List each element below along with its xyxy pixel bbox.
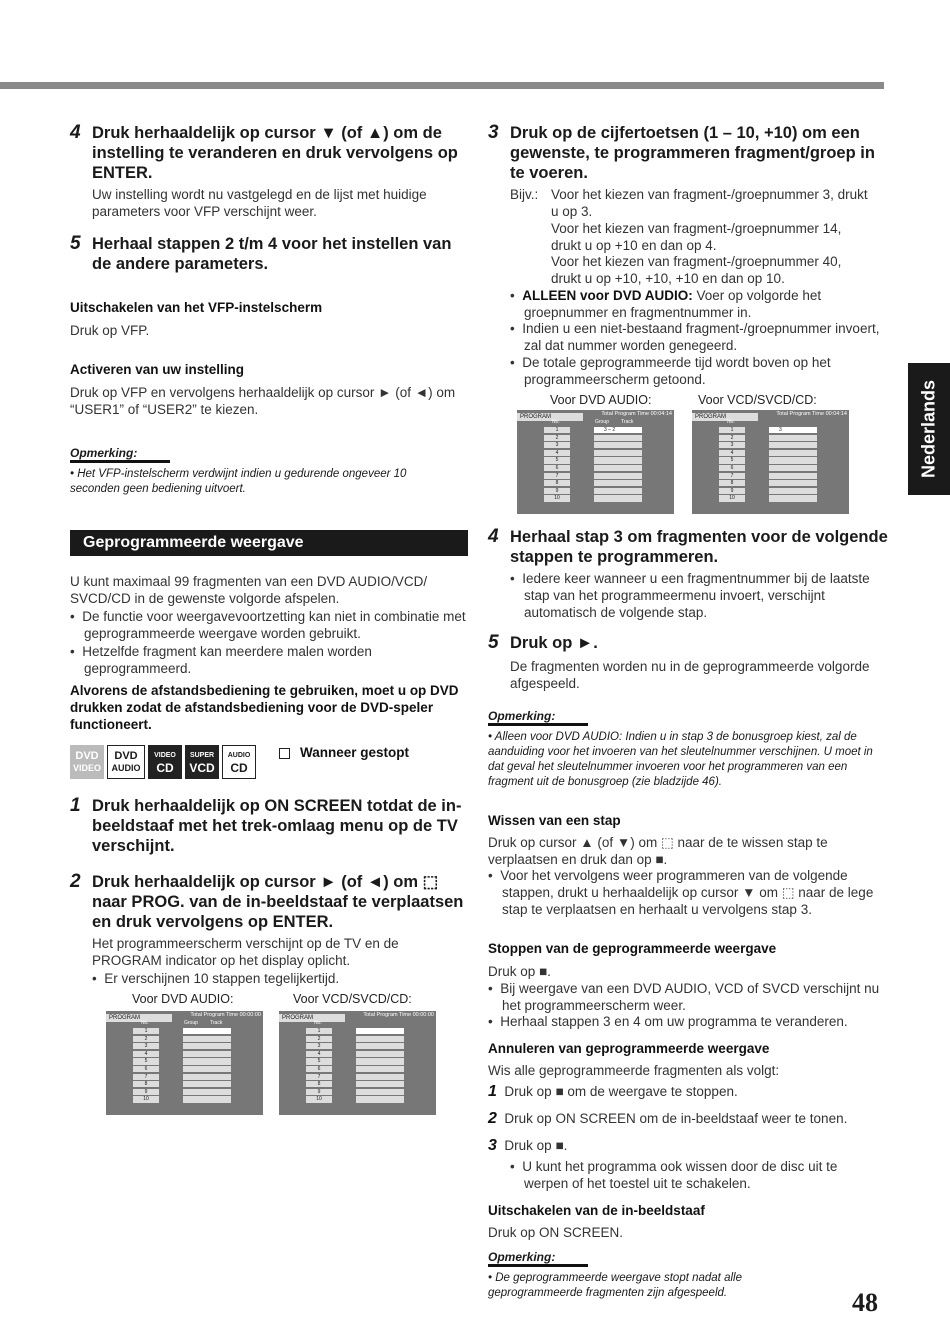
screen-row-number: 4	[719, 450, 745, 456]
activeren-body: Druk op VFP en vervolgens herhaaldelijk op cursor ► (of ◄) om “USER1” of “USER2” te kiezen.	[70, 385, 456, 417]
caption-dvd-audio-left: Voor DVD AUDIO:	[132, 992, 234, 1006]
screen-row	[133, 1096, 263, 1104]
screen-row-number: 8	[133, 1081, 159, 1087]
program-screen-vcd-filled	[692, 410, 849, 514]
screen-row-number: 1	[544, 427, 570, 433]
annuleren-bullet: • U kunt het programma ook wissen door de disc uit te werpen of het toestel uit te schakelen.	[510, 1159, 838, 1191]
screen-row-value	[769, 435, 817, 441]
screen-row-value	[183, 1081, 231, 1087]
screen-row	[306, 1089, 436, 1097]
remote-note: Alvorens de afstandsbediening te gebruiken, moet u op DVD drukken zodat de afstandsbediening voor de DVD-speler functioneert.	[70, 683, 459, 732]
screen-row	[719, 473, 849, 481]
screen-row-value	[594, 450, 642, 456]
screen-row	[544, 450, 674, 458]
section-bullet-1: • De functie voor weergavevoortzetting kan niet in combinatie met geprogrammeerde weergave worden gebruikt.	[70, 609, 466, 641]
screen-row-number: 1	[719, 427, 745, 433]
screen-row-value	[594, 488, 642, 494]
screen-col-group: Group	[184, 1020, 198, 1026]
program-screen-dvd-empty	[106, 1011, 263, 1115]
screen-row	[719, 480, 849, 488]
page-number: 48	[852, 1288, 878, 1317]
screen-row-value	[594, 442, 642, 448]
screen-row	[544, 480, 674, 488]
note-rule-right-1	[488, 723, 588, 726]
note-rule-right-2	[488, 1264, 588, 1267]
screen-row-number: 8	[306, 1081, 332, 1087]
screen-row-number: 1	[133, 1028, 159, 1034]
screen-col-no: No.	[552, 419, 560, 425]
screen-row-value	[769, 495, 817, 501]
screen-row-number: 10	[133, 1096, 159, 1102]
screen-row	[719, 495, 849, 503]
logo-dvd-video: DVD VIDEO	[70, 745, 104, 779]
wissen-bullet: • Voor het vervolgens weer programmeren van de volgende stappen, drukt u herhaaldelijk op cursor ▼ om ⬚ naar de lege stap te verplaatsen en herhaalt u vervolgens stap 3.	[488, 868, 874, 917]
screen-row	[133, 1081, 263, 1089]
screen-row	[719, 488, 849, 496]
screen-row	[544, 465, 674, 473]
screen-row-value	[594, 435, 642, 441]
top-rule	[0, 82, 884, 89]
annuleren-step-2: 2 Druk op ON SCREEN om de in-beeldstaaf weer te tonen.	[488, 1110, 848, 1127]
screen-row-number: 7	[133, 1074, 159, 1080]
example-line-2: Voor het kiezen van fragment-/groepnummer 14, drukt u op +10 en dan op 4.	[551, 221, 842, 253]
stoppen-bullet-2: • Herhaal stappen 3 en 4 om uw programma te veranderen.	[488, 1014, 848, 1029]
screen-row-value	[356, 1081, 404, 1087]
screen-row-value	[183, 1066, 231, 1072]
screen-row-number: 9	[544, 488, 570, 494]
screen-row-number: 10	[719, 495, 745, 501]
screen-row-number: 9	[306, 1089, 332, 1095]
subhead-uitschakelen-vfp: Uitschakelen van het VFP-instelscherm	[70, 300, 323, 315]
screen-row-value	[183, 1028, 231, 1034]
screen-row-value	[356, 1028, 404, 1034]
screen-row-number: 6	[306, 1066, 332, 1072]
screen-col-no: No.	[314, 1020, 322, 1026]
screen-row	[544, 427, 674, 435]
screen-row-number: 2	[544, 435, 570, 441]
screen-row	[544, 442, 674, 450]
example-line-1: Voor het kiezen van fragment-/groepnummer 3, drukt u op 3.	[551, 187, 868, 219]
screen-row-value	[356, 1043, 404, 1049]
screen-program-label: PROGRAM	[692, 413, 758, 421]
screen-row-value	[769, 488, 817, 494]
note-text-left: • Het VFP-instelscherm verdwijnt indien u gedurende ongeveer 10 seconden geen bediening uitvoert.	[70, 468, 407, 495]
screen-row-number: 1	[306, 1028, 332, 1034]
screen-row	[306, 1043, 436, 1051]
screen-row-number: 5	[544, 457, 570, 463]
screen-row-value	[183, 1096, 231, 1102]
screen-row-value	[356, 1074, 404, 1080]
screen-row-number: 7	[544, 473, 570, 479]
screen-row	[133, 1089, 263, 1097]
screen-row-number: 10	[544, 495, 570, 501]
right-bullet-1: • ALLEEN voor DVD AUDIO: Voer op volgorde het groepnummer en fragmentnummer in.	[510, 288, 822, 320]
caption-vcd-left: Voor VCD/SVCD/CD:	[293, 992, 412, 1006]
screen-row-number: 3	[133, 1043, 159, 1049]
screen-row-value	[183, 1089, 231, 1095]
screen-row-number: 7	[306, 1074, 332, 1080]
screen-row-number: 2	[719, 435, 745, 441]
screen-row	[306, 1028, 436, 1036]
screen-row	[719, 450, 849, 458]
screen-row	[544, 495, 674, 503]
screen-row-number: 4	[544, 450, 570, 456]
screen-row-number: 3	[719, 442, 745, 448]
screen-row-number: 4	[306, 1051, 332, 1057]
screen-total-time: Total Program Time 00:04:14	[601, 411, 672, 417]
screen-row-number: 9	[719, 488, 745, 494]
screen-row-value	[356, 1058, 404, 1064]
screen-row-number: 6	[544, 465, 570, 471]
screen-row-number: 8	[719, 480, 745, 486]
screen-row-value	[183, 1036, 231, 1042]
screen-row-value	[356, 1066, 404, 1072]
caption-vcd-right: Voor VCD/SVCD/CD:	[698, 393, 817, 407]
screen-row-number: 3	[544, 442, 570, 448]
screen-row-number: 8	[544, 480, 570, 486]
screen-col-track: Track	[210, 1020, 223, 1026]
screen-row-number: 4	[133, 1051, 159, 1057]
note-title-right-2: Opmerking:	[488, 1250, 556, 1264]
screen-row	[133, 1066, 263, 1074]
logo-dvd-audio: DVD AUDIO	[107, 745, 145, 779]
screen-row-number: 6	[719, 465, 745, 471]
step-2-body: Het programmeerscherm verschijnt op de TV en de PROGRAM indicator op het display oplicht.	[92, 936, 399, 968]
screen-row	[133, 1051, 263, 1059]
screen-row-value	[356, 1036, 404, 1042]
screen-row-value	[356, 1089, 404, 1095]
screen-row-value	[769, 457, 817, 463]
when-stopped: Wanneer gestopt	[300, 745, 410, 760]
wissen-body: Druk op cursor ▲ (of ▼) om ⬚ naar de te wissen stap te verplaatsen en druk dan op ■.	[488, 835, 828, 867]
subhead-annuleren: Annuleren van geprogrammeerde weergave	[488, 1041, 770, 1056]
uitschakelen-vfp-body: Druk op VFP.	[70, 323, 150, 338]
section-title: Geprogrammeerde weergave	[70, 530, 468, 556]
screen-row-value	[183, 1058, 231, 1064]
screen-row-value	[769, 473, 817, 479]
uitschakelen-beeldstaaf-body: Druk op ON SCREEN.	[488, 1225, 624, 1240]
screen-row-value	[594, 457, 642, 463]
step-4-right-bullet: • Iedere keer wanneer u een fragmentnummer bij de laatste stap van het programmeermenu invoert, verschijnt automatisch de volgende stap.	[510, 571, 870, 620]
screen-row-value	[183, 1043, 231, 1049]
example-line-3: Voor het kiezen van fragment-/groepnummer 40, drukt u op +10, +10, +10 en dan op 10.	[551, 254, 842, 286]
screen-row-value	[769, 480, 817, 486]
screen-col-no: No.	[141, 1020, 149, 1026]
screen-row	[306, 1051, 436, 1059]
screen-row-value	[594, 495, 642, 501]
screen-row-value: 3 – 2	[594, 427, 642, 433]
caption-dvd-audio-right: Voor DVD AUDIO:	[550, 393, 652, 407]
logo-video-cd: VIDEO CD	[148, 745, 182, 779]
screen-row	[719, 427, 849, 435]
screen-total-time: Total Program Time 00:00:00	[363, 1012, 434, 1018]
step-2-left: 2 Druk herhaaldelijk op cursor ► (of ◄) om ⬚ naar PROG. van de in-beeldstaaf te verplaatsen en druk vervolgens op ENTER.	[70, 871, 464, 931]
screen-row-value	[769, 465, 817, 471]
step-4-right: 4 Herhaal stap 3 om fragmenten voor de volgende stappen te programmeren.	[488, 526, 888, 566]
screen-row	[306, 1036, 436, 1044]
screen-row-value	[183, 1074, 231, 1080]
screen-row-value	[356, 1051, 404, 1057]
screen-row-value	[769, 450, 817, 456]
screen-row	[306, 1058, 436, 1066]
step-5-right: 5 Druk op ►.	[488, 632, 598, 653]
screen-row	[544, 435, 674, 443]
screen-row	[306, 1066, 436, 1074]
screen-row	[719, 465, 849, 473]
screen-row	[306, 1081, 436, 1089]
subhead-stoppen: Stoppen van de geprogrammeerde weergave	[488, 941, 777, 956]
note-title-left: Opmerking:	[70, 446, 138, 460]
step-5-right-body: De fragmenten worden nu in de geprogrammeerde volgorde afgespeeld.	[510, 659, 870, 691]
screen-row-number: 2	[306, 1036, 332, 1042]
screen-row-number: 5	[133, 1058, 159, 1064]
screen-row-value: 3	[769, 427, 817, 433]
checkbox-icon	[279, 748, 290, 759]
note-text-right-2: • De geprogrammeerde weergave stopt nadat alle geprogrammeerde fragmenten zijn afgespeeld.	[488, 1272, 742, 1299]
screen-row-value	[769, 442, 817, 448]
stoppen-body: Druk op ■.	[488, 964, 551, 979]
stoppen-bullet-1: • Bij weergave van een DVD AUDIO, VCD of SVCD verschijnt nu het programmeerscherm weer.	[488, 981, 880, 1013]
subhead-activeren: Activeren van uw instelling	[70, 362, 245, 377]
screen-row	[133, 1036, 263, 1044]
note-text-right-1: • Alleen voor DVD AUDIO: Indien u in stap 3 de bonusgroep kiest, zal de aanduiding voor het invoeren van het sleutelnummer verschijnen. U moet in dat geval het sleutelnummer invoeren voor het programmeren van een fragment uit de bonusgroep (zie bladzijde 46).	[488, 731, 873, 788]
right-bullet-3: • De totale geprogrammeerde tijd wordt boven op het programmeerscherm getoond.	[510, 355, 831, 387]
note-rule-left	[70, 460, 170, 463]
screen-row-value	[594, 465, 642, 471]
screen-col-track: Track	[621, 419, 634, 425]
screen-row	[719, 435, 849, 443]
screen-row	[133, 1058, 263, 1066]
screen-row-number: 3	[306, 1043, 332, 1049]
step-2-bullet: • Er verschijnen 10 stappen tegelijkertijd.	[92, 971, 340, 986]
disc-logos	[70, 745, 256, 779]
step-1-left: 1 Druk herhaaldelijk op ON SCREEN totdat de in-beeldstaaf met het trek-omlaag menu op de TV verschijnt.	[70, 795, 462, 855]
section-intro: U kunt maximaal 99 fragmenten van een DVD AUDIO/VCD/ SVCD/CD in de gewenste volgorde afspelen.	[70, 574, 428, 606]
screen-total-time: Total Program Time 00:04:14	[776, 411, 847, 417]
annuleren-body: Wis alle geprogrammeerde fragmenten als volgt:	[488, 1063, 780, 1078]
screen-row-value	[183, 1051, 231, 1057]
note-title-right-1: Opmerking:	[488, 709, 556, 723]
step-4-left: 4 Druk herhaaldelijk op cursor ▼ (of ▲) om de instelling te veranderen en druk vervolgens op ENTER.	[70, 122, 458, 182]
annuleren-step-1: 1 Druk op ■ om de weergave te stoppen.	[488, 1083, 738, 1100]
right-bullet-2: • Indien u een niet-bestaand fragment-/groepnummer invoert, zal dat nummer worden genegeerd.	[510, 321, 880, 353]
screen-row	[544, 457, 674, 465]
screen-row-number: 5	[306, 1058, 332, 1064]
screen-row	[306, 1074, 436, 1082]
screen-row-value	[594, 473, 642, 479]
screen-row	[133, 1028, 263, 1036]
screen-col-no: No.	[727, 419, 735, 425]
logo-super-vcd: SUPER VCD	[185, 745, 219, 779]
program-screen-vcd-empty	[279, 1011, 436, 1115]
screen-row	[306, 1096, 436, 1104]
screen-row-number: 10	[306, 1096, 332, 1102]
step-3-right: 3 Druk op de cijfertoetsen (1 – 10, +10) om een gewenste, te programmeren fragment/groep in te voeren.	[488, 122, 875, 182]
screen-row	[544, 473, 674, 481]
annuleren-step-3: 3 Druk op ■.	[488, 1137, 568, 1154]
screen-row-number: 7	[719, 473, 745, 479]
step-4-body: Uw instelling wordt nu vastgelegd en de lijst met huidige parameters voor VFP verschijnt weer.	[92, 187, 427, 219]
screen-total-time: Total Program Time 00:00:00	[190, 1012, 261, 1018]
section-bullet-2: • Hetzelfde fragment kan meerdere malen worden geprogrammeerd.	[70, 644, 372, 676]
language-tab: Nederlands	[908, 363, 950, 495]
subhead-uitschakelen-beeldstaaf: Uitschakelen van de in-beeldstaaf	[488, 1203, 705, 1218]
program-screen-dvd-filled	[517, 410, 674, 514]
screen-row-number: 9	[133, 1089, 159, 1095]
screen-program-label: PROGRAM	[517, 413, 583, 421]
screen-program-label: PROGRAM	[106, 1014, 172, 1022]
screen-row-value	[356, 1096, 404, 1102]
example-label: Bijv.:	[510, 187, 539, 202]
screen-col-group: Group	[595, 419, 609, 425]
screen-row	[133, 1043, 263, 1051]
screen-row-number: 6	[133, 1066, 159, 1072]
logo-audio-cd: AUDIO CD	[222, 745, 256, 779]
screen-row	[133, 1074, 263, 1082]
screen-row-value	[594, 480, 642, 486]
screen-row-number: 2	[133, 1036, 159, 1042]
screen-row	[719, 442, 849, 450]
screen-row	[719, 457, 849, 465]
screen-row-number: 5	[719, 457, 745, 463]
screen-program-label: PROGRAM	[279, 1014, 345, 1022]
step-5-left: 5 Herhaal stappen 2 t/m 4 voor het instellen van de andere parameters.	[70, 233, 452, 273]
subhead-wissen: Wissen van een stap	[488, 813, 621, 828]
screen-row	[544, 488, 674, 496]
